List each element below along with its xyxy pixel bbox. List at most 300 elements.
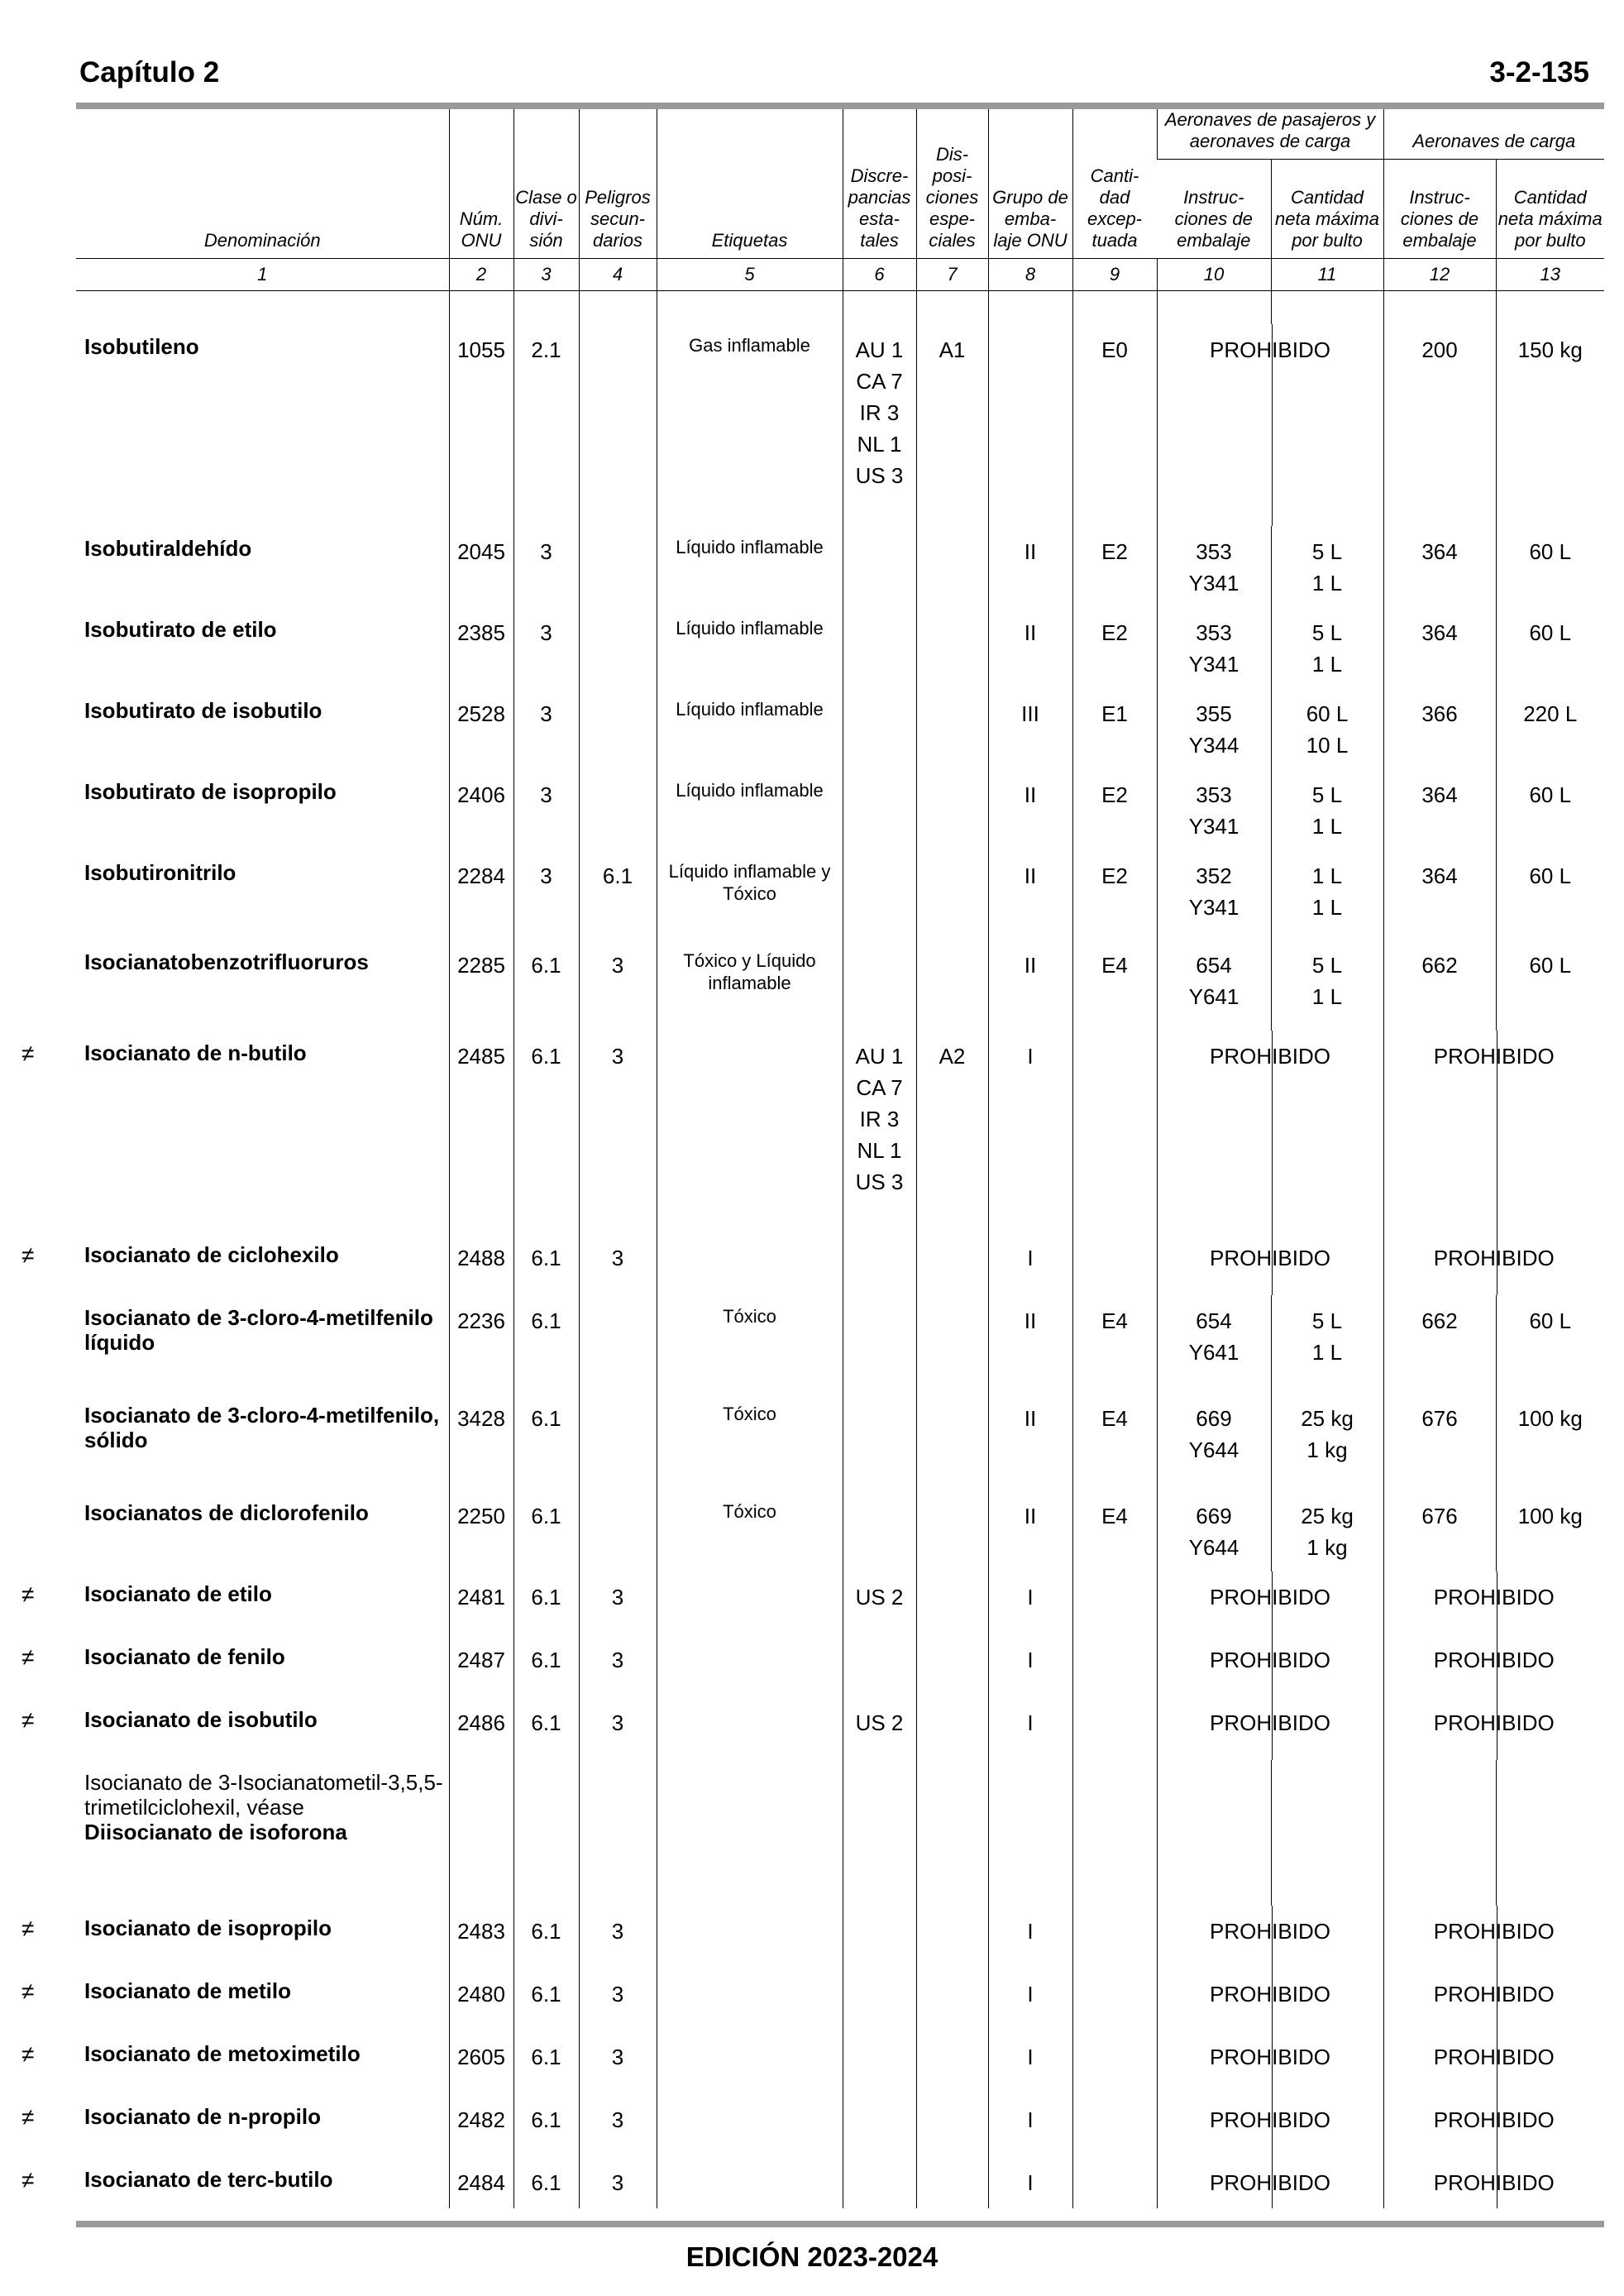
- state-variations: US 2: [843, 1571, 916, 1634]
- packing-group: II: [988, 607, 1072, 688]
- subsidiary-hazard: 6.1: [579, 850, 657, 940]
- un-number: 2488: [449, 1232, 513, 1295]
- passenger-forbidden: [1157, 324, 1383, 526]
- column-number: 3: [513, 259, 579, 291]
- cargo-forbidden-text: PROHIBIDO: [1433, 1982, 1555, 2007]
- excepted-quantity: [1072, 1906, 1157, 1968]
- column-number: 8: [988, 259, 1072, 291]
- excepted-quantity: [1072, 1760, 1157, 1906]
- bottom-rule: [76, 2221, 1604, 2227]
- table-row: [76, 1634, 1604, 1697]
- column-number: 7: [916, 259, 988, 291]
- state-variations: [843, 940, 916, 1031]
- passenger-packing-instruction: 352 Y341: [1157, 850, 1271, 940]
- cargo-forbidden-text: PROHIBIDO: [1433, 2045, 1555, 2069]
- change-mark: ≠: [21, 1978, 35, 2004]
- passenger-forbidden: [1157, 1906, 1383, 1968]
- col-group-carga: Aeronaves de carga: [1383, 109, 1604, 160]
- col-header-num-onu: Núm. ONU: [449, 109, 513, 259]
- substance-name: Isocianato de terc-butilo: [84, 2167, 333, 2192]
- excepted-quantity: [1072, 2157, 1157, 2208]
- col-header-instrucciones-carga: Instruc- ciones de embalaje: [1383, 160, 1496, 259]
- table-row: [76, 940, 1604, 1031]
- col-header-cantidad-carga: Cantidad neta máxima por bulto: [1496, 160, 1604, 259]
- cargo-forbidden: [1383, 1031, 1604, 1232]
- state-variations: AU 1 CA 7 IR 3 NL 1 US 3: [843, 324, 916, 526]
- packing-group: I: [988, 2157, 1072, 2208]
- state-variations: US 2: [843, 1697, 916, 1760]
- cargo-max-quantity: 60 L: [1496, 607, 1604, 688]
- substance-name: Isocianato de isopropilo: [84, 1916, 332, 1940]
- col-header-cantidad-exceptuada: Canti- dad excep- tuada: [1072, 109, 1157, 259]
- packing-group: II: [988, 1490, 1072, 1571]
- un-number: 2406: [449, 769, 513, 850]
- un-number: 2486: [449, 1697, 513, 1760]
- cargo-packing-instruction: 662: [1383, 940, 1496, 1031]
- table-row: [76, 324, 1604, 526]
- substance-name: Isobutirato de etilo: [84, 617, 277, 642]
- special-provisions: [916, 2157, 988, 2208]
- special-provisions: [916, 1232, 988, 1295]
- passenger-forbidden: [1157, 2031, 1383, 2094]
- un-number: 2482: [449, 2094, 513, 2157]
- cargo-max-quantity: [1496, 1760, 1604, 1906]
- excepted-quantity: [1072, 1031, 1157, 1232]
- cargo-forbidden-text: PROHIBIDO: [1433, 1710, 1555, 1735]
- passenger-forbidden-text: PROHIBIDO: [1210, 1710, 1330, 1735]
- hazard-label: Líquido inflamable y Tóxico: [657, 850, 843, 940]
- passenger-packing-instruction: 355 Y344: [1157, 688, 1271, 769]
- hazard-label: [657, 1968, 843, 2031]
- subsidiary-hazard: 3: [579, 2094, 657, 2157]
- column-number: 11: [1271, 259, 1383, 291]
- substance-name: Isobutirato de isobutilo: [84, 698, 322, 723]
- excepted-quantity: E4: [1072, 1295, 1157, 1393]
- table-row: [76, 2157, 1604, 2208]
- class-division: 6.1: [513, 940, 579, 1031]
- substance-name: Isobutironitrilo: [84, 860, 236, 885]
- class-division: 6.1: [513, 2031, 579, 2094]
- passenger-max-quantity: 5 L 1 L: [1271, 607, 1383, 688]
- cargo-forbidden: [1383, 1634, 1604, 1697]
- subsidiary-hazard: 3: [579, 1906, 657, 1968]
- cargo-forbidden: [1383, 2031, 1604, 2094]
- class-division: 6.1: [513, 1490, 579, 1571]
- change-mark: ≠: [21, 2167, 35, 2193]
- class-division: 3: [513, 850, 579, 940]
- excepted-quantity: [1072, 1968, 1157, 2031]
- top-rule: [76, 103, 1604, 109]
- hazard-label: [657, 1760, 843, 1906]
- excepted-quantity: E2: [1072, 607, 1157, 688]
- col-header-grupo: Grupo de emba- laje ONU: [988, 109, 1072, 259]
- hazard-label: [657, 2031, 843, 2094]
- change-mark: ≠: [21, 1242, 35, 1268]
- subsidiary-hazard: [579, 1295, 657, 1393]
- un-number: 2480: [449, 1968, 513, 2031]
- subsidiary-hazard: 3: [579, 1571, 657, 1634]
- class-division: 6.1: [513, 1295, 579, 1393]
- table-row: [76, 1490, 1604, 1571]
- un-number: 2284: [449, 850, 513, 940]
- special-provisions: [916, 940, 988, 1031]
- hazard-label: Tóxico: [657, 1295, 843, 1393]
- cargo-forbidden: [1383, 1232, 1604, 1295]
- class-division: 6.1: [513, 1031, 579, 1232]
- state-variations: [843, 607, 916, 688]
- packing-group: [988, 324, 1072, 526]
- excepted-quantity: [1072, 1634, 1157, 1697]
- cargo-forbidden-text: PROHIBIDO: [1433, 2170, 1555, 2195]
- passenger-max-quantity: 5 L 1 L: [1271, 1295, 1383, 1393]
- hazard-label: [657, 2157, 843, 2208]
- subsidiary-hazard: 3: [579, 1968, 657, 2031]
- passenger-packing-instruction: 654 Y641: [1157, 940, 1271, 1031]
- subsidiary-hazard: 3: [579, 1031, 657, 1232]
- passenger-forbidden: [1157, 1232, 1383, 1295]
- cross-reference-target: Diisocianato de isoforona: [84, 1820, 347, 1844]
- column-number: 6: [843, 259, 916, 291]
- un-number: 2485: [449, 1031, 513, 1232]
- packing-group: I: [988, 1968, 1072, 2031]
- cargo-max-quantity: 60 L: [1496, 850, 1604, 940]
- passenger-forbidden-text: PROHIBIDO: [1210, 2170, 1330, 2195]
- substance-name: [76, 1760, 449, 1906]
- hazard-label: Líquido inflamable: [657, 607, 843, 688]
- hazard-label: [657, 1634, 843, 1697]
- col-group-pasajeros: Aeronaves de pasajeros y aeronaves de carga: [1157, 109, 1383, 160]
- passenger-max-quantity: 5 L 1 L: [1271, 769, 1383, 850]
- passenger-max-quantity: 25 kg 1 kg: [1271, 1393, 1383, 1490]
- substance-name: Isocianato de fenilo: [84, 1644, 285, 1669]
- special-provisions: [916, 1295, 988, 1393]
- hazard-label: Gas inflamable: [657, 324, 843, 526]
- subsidiary-hazard: [579, 688, 657, 769]
- change-mark: ≠: [21, 1581, 35, 1607]
- cargo-forbidden: [1383, 2094, 1604, 2157]
- packing-group: II: [988, 850, 1072, 940]
- subsidiary-hazard: 3: [579, 940, 657, 1031]
- passenger-packing-instruction: 353 Y341: [1157, 769, 1271, 850]
- packing-group: II: [988, 1393, 1072, 1490]
- special-provisions: [916, 607, 988, 688]
- col-header-disposiciones: Dis- posi- ciones espe- ciales: [916, 109, 988, 259]
- column-number: 4: [579, 259, 657, 291]
- un-number: 2285: [449, 940, 513, 1031]
- cargo-forbidden: [1383, 1697, 1604, 1760]
- table-row: [76, 1697, 1604, 1760]
- class-division: 6.1: [513, 1571, 579, 1634]
- subsidiary-hazard: [579, 769, 657, 850]
- cargo-forbidden-text: PROHIBIDO: [1433, 1919, 1555, 1944]
- passenger-packing-instruction: [1157, 1760, 1271, 1906]
- col-header-instrucciones-pasajeros: Instruc- ciones de embalaje: [1174, 187, 1253, 251]
- packing-group: I: [988, 2031, 1072, 2094]
- class-division: 6.1: [513, 1906, 579, 1968]
- special-provisions: A2: [916, 1031, 988, 1232]
- class-division: 3: [513, 688, 579, 769]
- excepted-quantity: E2: [1072, 769, 1157, 850]
- hazard-label: Líquido inflamable: [657, 526, 843, 607]
- hazard-label: [657, 1906, 843, 1968]
- substance-name: Isocianatos de diclorofenilo: [84, 1500, 369, 1525]
- excepted-quantity: [1072, 1697, 1157, 1760]
- passenger-forbidden: [1157, 1571, 1383, 1634]
- un-number: 2250: [449, 1490, 513, 1571]
- change-mark: ≠: [21, 1916, 35, 1941]
- special-provisions: [916, 526, 988, 607]
- state-variations: [843, 2157, 916, 2208]
- packing-group: I: [988, 1031, 1072, 1232]
- un-number: 2605: [449, 2031, 513, 2094]
- class-division: 6.1: [513, 1697, 579, 1760]
- substance-name: Isocianato de 3-cloro-4-metilfenilo líquido: [84, 1305, 433, 1355]
- special-provisions: [916, 1760, 988, 1906]
- passenger-forbidden-text: PROHIBIDO: [1210, 1919, 1330, 1944]
- passenger-forbidden-text: PROHIBIDO: [1210, 2045, 1330, 2069]
- subsidiary-hazard: [579, 1760, 657, 1906]
- excepted-quantity: [1072, 1232, 1157, 1295]
- un-number: 2045: [449, 526, 513, 607]
- excepted-quantity: [1072, 1571, 1157, 1634]
- table-row: [76, 1031, 1604, 1232]
- column-number: 1: [76, 259, 449, 291]
- table-row: [76, 526, 1604, 607]
- substance-name: Isobutirato de isopropilo: [84, 779, 337, 804]
- substance-name: Isobutileno: [84, 334, 199, 359]
- cargo-forbidden: [1383, 2157, 1604, 2208]
- table-row: [76, 1571, 1604, 1634]
- cargo-forbidden: [1383, 1968, 1604, 2031]
- special-provisions: [916, 2094, 988, 2157]
- passenger-forbidden-text: PROHIBIDO: [1210, 2107, 1330, 2132]
- passenger-forbidden-text: PROHIBIDO: [1210, 1648, 1330, 1672]
- cargo-max-quantity: 60 L: [1496, 940, 1604, 1031]
- state-variations: [843, 1634, 916, 1697]
- class-division: 6.1: [513, 2094, 579, 2157]
- state-variations: [843, 1295, 916, 1393]
- subsidiary-hazard: [579, 607, 657, 688]
- special-provisions: [916, 688, 988, 769]
- cargo-packing-instruction: 662: [1383, 1295, 1496, 1393]
- cargo-packing-instruction: 364: [1383, 769, 1496, 850]
- cargo-packing-instruction: [1383, 1760, 1496, 1906]
- subsidiary-hazard: [579, 1490, 657, 1571]
- special-provisions: [916, 1968, 988, 2031]
- col-header-denominacion: Denominación: [203, 230, 321, 251]
- hazard-label: Líquido inflamable: [657, 769, 843, 850]
- state-variations: [843, 1490, 916, 1571]
- class-division: 6.1: [513, 1393, 579, 1490]
- subsidiary-hazard: 3: [579, 1697, 657, 1760]
- special-provisions: [916, 1490, 988, 1571]
- passenger-max-quantity: 25 kg 1 kg: [1271, 1490, 1383, 1571]
- hazard-label: Tóxico: [657, 1490, 843, 1571]
- edition-footer: EDICIÓN 2023-2024: [685, 2241, 939, 2272]
- cargo-packing-instruction: 364: [1383, 607, 1496, 688]
- cargo-packing-instruction: 676: [1383, 1490, 1496, 1571]
- passenger-packing-instruction: 669 Y644: [1157, 1490, 1271, 1571]
- special-provisions: [916, 1393, 988, 1490]
- dangerous-goods-table: [76, 109, 1604, 2208]
- table-row: [76, 850, 1604, 940]
- hazard-label: [657, 2094, 843, 2157]
- un-number: 2236: [449, 1295, 513, 1393]
- passenger-packing-instruction: 669 Y644: [1157, 1393, 1271, 1490]
- subsidiary-hazard: 3: [579, 1634, 657, 1697]
- table-row: [76, 2094, 1604, 2157]
- cargo-max-quantity: 150 kg: [1496, 324, 1604, 526]
- passenger-forbidden: [1157, 1697, 1383, 1760]
- substance-name: Isocianato de ciclohexilo: [84, 1242, 339, 1267]
- table-row: [76, 1232, 1604, 1295]
- col-header-peligros: Peligros secun- darios: [579, 109, 657, 259]
- col-header-discrepancias: Discre- pancias esta- tales: [843, 109, 916, 259]
- state-variations: AU 1 CA 7 IR 3 NL 1 US 3: [843, 1031, 916, 1232]
- table-row: [76, 769, 1604, 850]
- table-row: [76, 2031, 1604, 2094]
- substance-name: Isocianato de n-propilo: [84, 2104, 322, 2129]
- cargo-packing-instruction: 366: [1383, 688, 1496, 769]
- cargo-forbidden-text: PROHIBIDO: [1433, 1044, 1555, 1069]
- class-division: 3: [513, 607, 579, 688]
- passenger-packing-instruction: 353 Y341: [1157, 526, 1271, 607]
- substance-name: Isocianatobenzotrifluoruros: [84, 949, 369, 974]
- column-number: 9: [1072, 259, 1157, 291]
- cargo-max-quantity: 60 L: [1496, 526, 1604, 607]
- state-variations: [843, 1968, 916, 2031]
- column-number: 10: [1157, 259, 1271, 291]
- passenger-forbidden: [1157, 1634, 1383, 1697]
- state-variations: [843, 1232, 916, 1295]
- special-provisions: [916, 769, 988, 850]
- column-number: 12: [1383, 259, 1496, 291]
- col-header-etiquetas: Etiquetas: [657, 109, 843, 259]
- cargo-packing-instruction: 364: [1383, 526, 1496, 607]
- special-provisions: [916, 2031, 988, 2094]
- cargo-max-quantity: 100 kg: [1496, 1490, 1604, 1571]
- passenger-max-quantity: 60 L 10 L: [1271, 688, 1383, 769]
- substance-name: Isocianato de 3-cloro-4-metilfenilo, sólido: [84, 1403, 440, 1452]
- special-provisions: A1: [916, 324, 988, 526]
- passenger-forbidden: [1157, 1968, 1383, 2031]
- cargo-forbidden-text: PROHIBIDO: [1433, 1585, 1555, 1610]
- substance-name: Isocianato de metoximetilo: [84, 2041, 361, 2066]
- packing-group: I: [988, 1697, 1072, 1760]
- passenger-forbidden-text: PROHIBIDO: [1210, 1982, 1330, 2007]
- un-number: 2385: [449, 607, 513, 688]
- substance-name: Isocianato de metilo: [84, 1978, 291, 2003]
- state-variations: [843, 1393, 916, 1490]
- table-row: [76, 1906, 1604, 1968]
- excepted-quantity: E4: [1072, 1490, 1157, 1571]
- table-row: [76, 688, 1604, 769]
- cargo-max-quantity: 220 L: [1496, 688, 1604, 769]
- subsidiary-hazard: [579, 1393, 657, 1490]
- un-number: 2487: [449, 1634, 513, 1697]
- substance-name: Isocianato de etilo: [84, 1581, 272, 1606]
- class-division: 6.1: [513, 1968, 579, 2031]
- packing-group: II: [988, 769, 1072, 850]
- packing-group: I: [988, 1634, 1072, 1697]
- passenger-packing-instruction: 654 Y641: [1157, 1295, 1271, 1393]
- state-variations: [843, 2031, 916, 2094]
- column-number: 13: [1496, 259, 1604, 291]
- un-number: 3428: [449, 1393, 513, 1490]
- un-number: 2483: [449, 1906, 513, 1968]
- special-provisions: [916, 1906, 988, 1968]
- substance-name: Isocianato de n-butilo: [84, 1040, 307, 1065]
- substance-name: Isobutiraldehído: [84, 536, 252, 561]
- special-provisions: [916, 1697, 988, 1760]
- hazard-label: Tóxico y Líquido inflamable: [657, 940, 843, 1031]
- special-provisions: [916, 1634, 988, 1697]
- class-division: 6.1: [513, 1634, 579, 1697]
- packing-group: II: [988, 526, 1072, 607]
- subsidiary-hazard: 3: [579, 2157, 657, 2208]
- packing-group: I: [988, 1906, 1072, 1968]
- packing-group: III: [988, 688, 1072, 769]
- passenger-max-quantity: 5 L 1 L: [1271, 940, 1383, 1031]
- change-mark: ≠: [21, 1707, 35, 1733]
- passenger-forbidden: [1157, 2157, 1383, 2208]
- cross-reference-text: Isocianato de 3-Isocianatometil-3,5,5-trimetilciclohexil, véase: [84, 1770, 443, 1820]
- change-mark: ≠: [21, 2104, 35, 2130]
- cargo-packing-instruction: 200: [1383, 324, 1496, 526]
- class-division: [513, 1760, 579, 1906]
- change-mark: ≠: [21, 1644, 35, 1670]
- table-row: [76, 607, 1604, 688]
- un-number: [449, 1760, 513, 1906]
- special-provisions: [916, 1571, 988, 1634]
- cargo-max-quantity: 60 L: [1496, 769, 1604, 850]
- class-division: 6.1: [513, 2157, 579, 2208]
- un-number: 2481: [449, 1571, 513, 1634]
- cargo-packing-instruction: 676: [1383, 1393, 1496, 1490]
- change-mark: ≠: [21, 2041, 35, 2067]
- state-variations: [843, 2094, 916, 2157]
- passenger-forbidden-text: PROHIBIDO: [1210, 1585, 1330, 1610]
- subsidiary-hazard: [579, 324, 657, 526]
- un-number: 1055: [449, 324, 513, 526]
- packing-group: [988, 1760, 1072, 1906]
- subsidiary-hazard: 3: [579, 2031, 657, 2094]
- excepted-quantity: E1: [1072, 688, 1157, 769]
- state-variations: [843, 769, 916, 850]
- hazard-label: [657, 1571, 843, 1634]
- cargo-forbidden-text: PROHIBIDO: [1433, 1246, 1555, 1270]
- un-number: 2484: [449, 2157, 513, 2208]
- packing-group: I: [988, 2094, 1072, 2157]
- column-number-row: [76, 259, 1604, 291]
- table-row: [76, 1760, 1604, 1906]
- passenger-packing-instruction: 353 Y341: [1157, 607, 1271, 688]
- subsidiary-hazard: 3: [579, 1232, 657, 1295]
- column-number: 2: [449, 259, 513, 291]
- passenger-forbidden-text: PROHIBIDO: [1210, 337, 1330, 362]
- state-variations: [843, 1760, 916, 1906]
- passenger-max-quantity: 5 L 1 L: [1271, 526, 1383, 607]
- passenger-max-quantity: 1 L 1 L: [1271, 850, 1383, 940]
- hazard-label: Tóxico: [657, 1393, 843, 1490]
- class-division: 2.1: [513, 324, 579, 526]
- cargo-forbidden-text: PROHIBIDO: [1433, 2107, 1555, 2132]
- substance-name: Isocianato de isobutilo: [84, 1707, 318, 1732]
- class-division: 6.1: [513, 1232, 579, 1295]
- table-row: [76, 1968, 1604, 2031]
- cargo-forbidden: [1383, 1571, 1604, 1634]
- state-variations: [843, 850, 916, 940]
